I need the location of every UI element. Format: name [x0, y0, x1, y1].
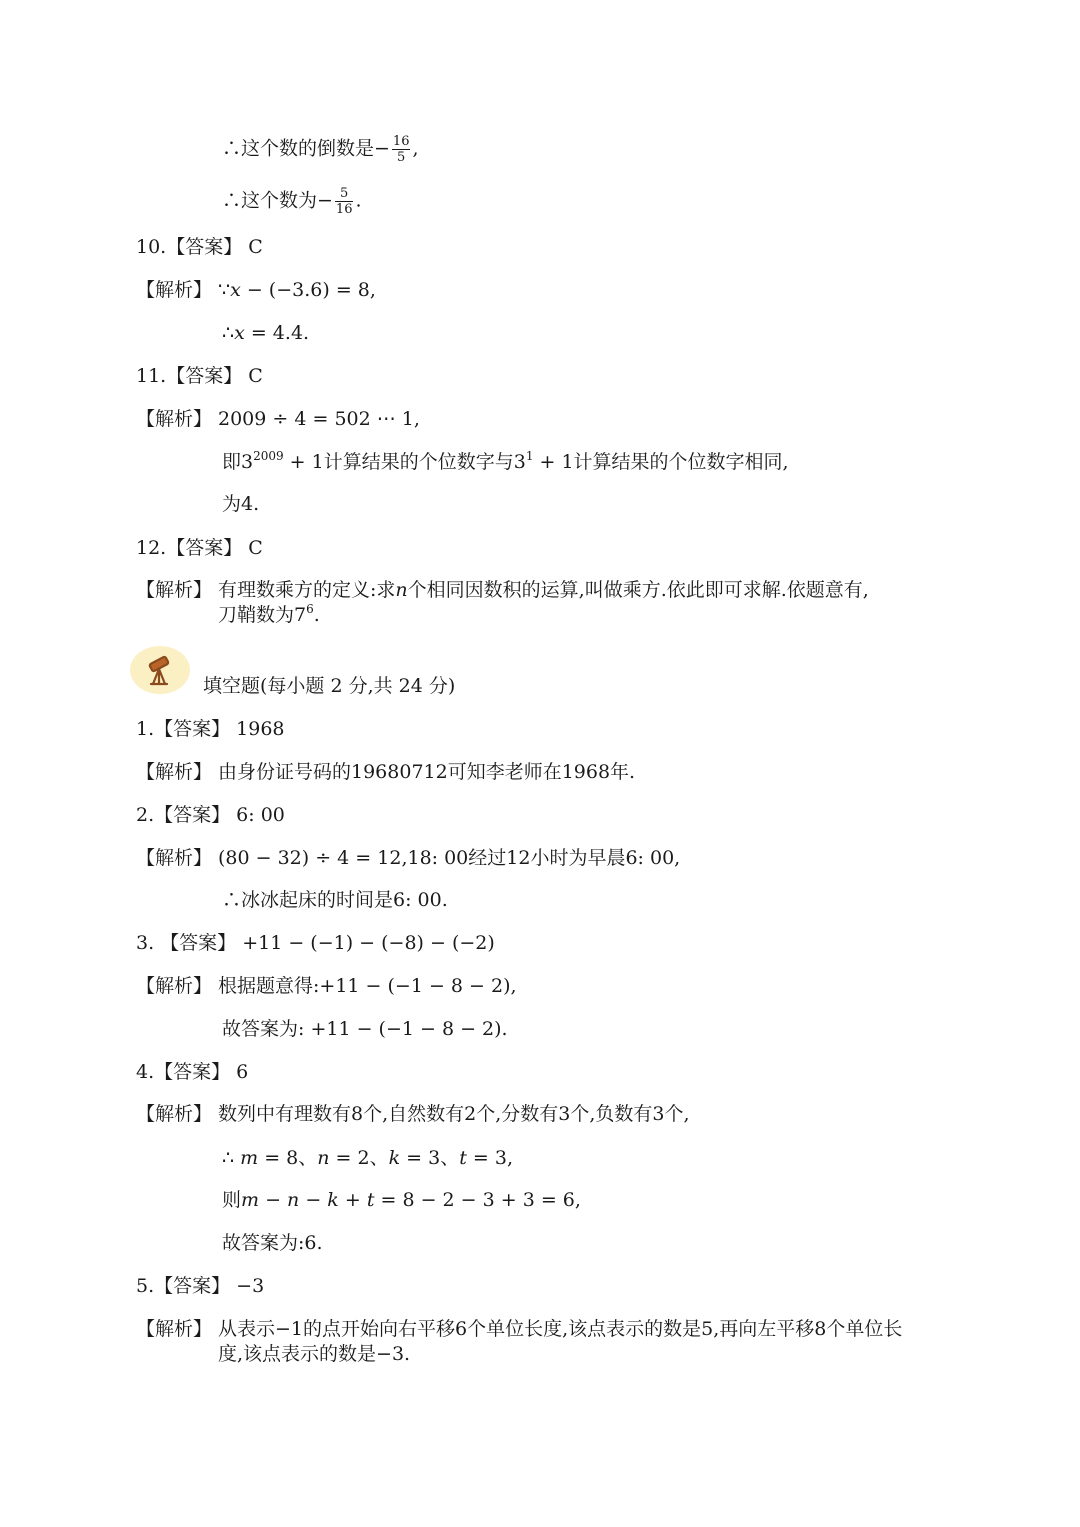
numerator: 5: [335, 186, 354, 202]
solution-line: 故答案为: +11 − (−1 − 8 − 2).: [222, 1018, 508, 1040]
solution-line: [222, 1145, 513, 1171]
variable: k: [388, 1147, 401, 1169]
analysis-tag: 【解析】: [136, 847, 213, 869]
answer-line: 11.【答案】 C: [136, 365, 263, 387]
text: ∴这个数的倒数是−: [222, 137, 390, 160]
text: + 1计算结果的个位数字相同,: [533, 451, 789, 473]
text: 有理数乘方的定义:求: [218, 579, 396, 601]
analysis-tag: 【解析】: [136, 1318, 213, 1340]
exponent: 1: [525, 449, 534, 463]
text: ∵: [218, 279, 231, 301]
analysis-tag: 【解析】: [136, 579, 213, 601]
text: −: [299, 1189, 328, 1211]
variable: t: [459, 1147, 467, 1169]
solution-line: [218, 602, 320, 628]
denominator: 5: [397, 150, 406, 165]
analysis-tag: 【解析】: [136, 1103, 213, 1125]
solution-line: 从表示−1的点开始向右平移6个单位长度,该点表示的数是5,再向左平移8个单位长: [218, 1318, 903, 1340]
text: ∴这个数为−: [222, 189, 333, 212]
exponent: 6: [306, 602, 314, 616]
solution-line: 为4.: [222, 493, 260, 515]
fraction: [392, 134, 411, 165]
text: = 2、: [329, 1147, 389, 1169]
exponent: 2009: [253, 449, 284, 463]
variable: n: [395, 579, 408, 601]
variable: m: [240, 1147, 259, 1169]
text: .: [355, 189, 362, 212]
solution-line: (80 − 32) ÷ 4 = 12,18: 00经过12小时为早晨6: 00,: [218, 847, 681, 869]
text: + 1计算结果的个位数字与3: [283, 451, 526, 473]
solution-line: ∴冰冰起床的时间是6: 00.: [222, 889, 448, 911]
solution-line: 根据题意得:+11 − (−1 − 8 − 2),: [218, 975, 517, 997]
section-title: 填空题(每小题 2 分,共 24 分): [203, 675, 456, 697]
text: 刀鞘数为7: [218, 604, 307, 626]
solution-line: [222, 186, 362, 217]
analysis-tag: 【解析】: [136, 408, 213, 430]
text: +: [338, 1189, 367, 1211]
solution-line: 度,该点表示的数是−3.: [218, 1343, 411, 1365]
variable: x: [230, 279, 241, 301]
variable: t: [366, 1189, 375, 1211]
denominator: 16: [335, 202, 353, 217]
variable: m: [241, 1189, 260, 1211]
variable: x: [234, 322, 245, 344]
solution-line: [218, 577, 869, 603]
analysis-tag: 【解析】: [136, 761, 213, 783]
text: = 8、: [258, 1147, 318, 1169]
text: −: [259, 1189, 288, 1211]
text: = 3、: [400, 1147, 460, 1169]
variable: n: [287, 1189, 300, 1211]
solution-line: 故答案为:6.: [222, 1232, 323, 1254]
variable: k: [327, 1189, 339, 1211]
telescope-icon: [144, 652, 176, 688]
answer-line: 2.【答案】 6: 00: [136, 804, 285, 826]
analysis-tag: 【解析】: [136, 279, 213, 301]
text: 个相同因数积的运算,叫做乘方.依此即可求解.依题意有,: [407, 579, 869, 601]
text: = 4.4.: [244, 322, 310, 344]
text: 即3: [222, 451, 254, 473]
text: ∴: [222, 1147, 241, 1169]
solution-line: [222, 134, 419, 165]
text: − (−3.6) = 8,: [240, 279, 376, 301]
text: = 8 − 2 − 3 + 3 = 6,: [374, 1189, 581, 1211]
solution-line: [222, 1187, 581, 1213]
text: = 3,: [466, 1147, 513, 1169]
answer-line: 10.【答案】 C: [136, 236, 263, 258]
text: ∴: [222, 322, 235, 344]
solution-line: [218, 277, 376, 303]
text: ,: [412, 137, 419, 160]
variable: n: [317, 1147, 330, 1169]
answer-line: 4.【答案】 6: [136, 1061, 249, 1083]
analysis-tag: 【解析】: [136, 975, 213, 997]
solution-line: [222, 449, 789, 475]
answer-line: 1.【答案】 1968: [136, 718, 285, 740]
solution-line: 数列中有理数有8个,自然数有2个,分数有3个,负数有3个,: [218, 1103, 690, 1125]
solution-line: 2009 ÷ 4 = 502 ⋯ 1,: [218, 408, 420, 430]
section-icon-badge: [130, 646, 190, 694]
answer-line: 5.【答案】 −3: [136, 1275, 265, 1297]
text: .: [313, 604, 320, 626]
fraction: [335, 186, 354, 217]
solution-line: 由身份证号码的19680712可知李老师在1968年.: [218, 761, 636, 783]
text: 则: [222, 1189, 242, 1211]
answer-line: 12.【答案】 C: [136, 537, 263, 559]
numerator: 16: [392, 134, 410, 149]
answer-line: 3. 【答案】 +11 − (−1) − (−8) − (−2): [136, 932, 495, 954]
solution-line: [222, 320, 309, 346]
